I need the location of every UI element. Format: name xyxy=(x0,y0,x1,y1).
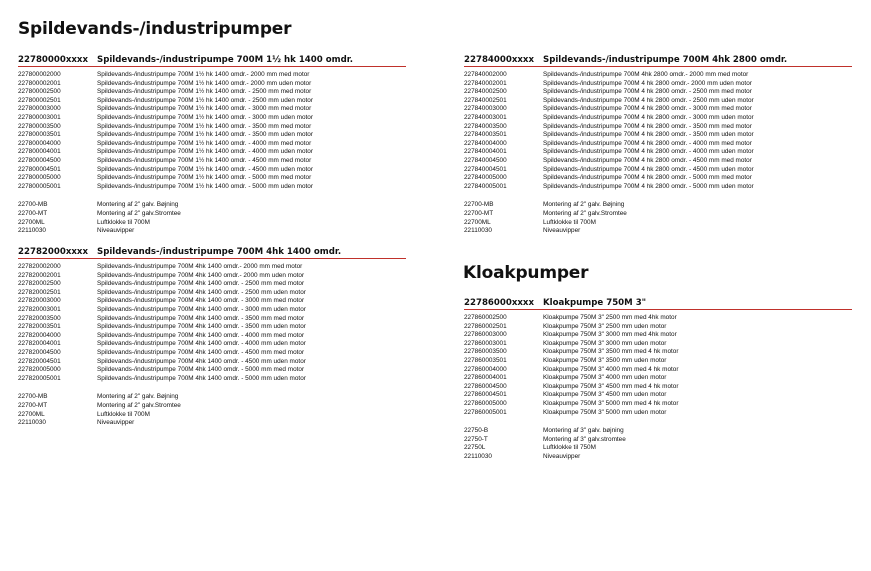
product-row xyxy=(18,114,406,123)
product-row xyxy=(464,357,852,366)
item-description: Niveauvipper xyxy=(97,227,135,235)
item-description: Spildevands-/industripumpe 700M 4hk 1400 omdr. - 3000 mm uden motor xyxy=(97,305,306,313)
item-number: 227840004000 xyxy=(464,139,507,147)
item-number: 227800002501 xyxy=(18,96,61,104)
product-row xyxy=(464,97,852,106)
product-row xyxy=(464,80,852,89)
item-number: 227820003000 xyxy=(18,297,61,305)
product-row xyxy=(18,332,406,341)
item-description: Kloakpumpe 750M 3" 5000 mm med 4 hk motor xyxy=(543,399,679,407)
item-description: Spildevands-/industripumpe 700M 4hk 1400 omdr. - 4000 mm med motor xyxy=(97,331,305,339)
product-row xyxy=(464,323,852,332)
section-code: 22786000xxxx xyxy=(464,298,535,308)
product-row xyxy=(464,71,852,80)
item-number: 22110030 xyxy=(18,227,46,235)
product-row xyxy=(464,331,852,340)
item-description: Montering af 2" galv. Bøjning xyxy=(97,201,179,209)
item-description: Spildevands-/industripumpe 700M 1½ hk 1400 omdr. - 2500 mm uden motor xyxy=(97,96,313,104)
item-description: Kloakpumpe 750M 3" 4000 mm uden motor xyxy=(543,374,667,382)
item-description: Spildevands-/industripumpe 700M 4hk 1400 omdr. - 5000 mm med motor xyxy=(97,366,305,374)
item-description: Spildevands-/industripumpe 700M 1½ hk 1400 omdr. - 5000 mm uden motor xyxy=(97,182,313,190)
item-description: Spildevands-/industripumpe 700M 4hk 1400 omdr. - 3500 mm med motor xyxy=(97,314,305,322)
product-row xyxy=(18,306,406,315)
item-description: Spildevands-/industripumpe 700M 4 hk 2800 omdr. - 4000 mm med motor xyxy=(543,139,752,147)
product-row xyxy=(464,366,852,375)
item-number: 227820005000 xyxy=(18,366,61,374)
product-row xyxy=(18,80,406,89)
item-description: Spildevands-/industripumpe 700M 4 hk 2800 omdr. - 3000 mm med motor xyxy=(543,105,752,113)
product-row xyxy=(464,123,852,132)
item-number: 227800004500 xyxy=(18,156,61,164)
item-number: 22700-MT xyxy=(464,209,494,217)
item-number: 227860003501 xyxy=(464,356,507,364)
item-description: Montering af 2" galv. Bøjning xyxy=(97,393,179,401)
item-number: 22700-MT xyxy=(18,209,48,217)
item-number: 227800003500 xyxy=(18,122,61,130)
item-description: Spildevands-/industripumpe 700M 4hk 1400 omdr. - 3000 mm med motor xyxy=(97,297,305,305)
item-number: 227820004500 xyxy=(18,348,61,356)
item-number: 227860002501 xyxy=(464,322,507,330)
item-description: Spildevands-/industripumpe 700M 1½ hk 1400 omdr. - 4500 mm uden motor xyxy=(97,165,313,173)
accessory-row xyxy=(18,201,406,210)
item-description: Kloakpumpe 750M 3" 4500 mm uden motor xyxy=(543,391,667,399)
item-number: 22750-B xyxy=(464,427,489,435)
accessory-row xyxy=(18,219,406,228)
product-row xyxy=(18,358,406,367)
item-description: Montering af 2" galv.Stromtee xyxy=(97,209,181,217)
product-row xyxy=(18,375,406,384)
item-number: 227800002000 xyxy=(18,71,61,78)
item-number: 227800002500 xyxy=(18,88,61,96)
item-description: Montering af 2" galv. Bøjning xyxy=(543,201,625,209)
product-row xyxy=(18,340,406,349)
item-description: Kloakpumpe 750M 3" 2500 mm uden motor xyxy=(543,322,667,330)
product-row xyxy=(18,105,406,114)
item-description: Spildevands-/industripumpe 700M 4 hk 2800 omdr. - 4500 mm med motor xyxy=(543,156,752,164)
section-header xyxy=(18,244,406,259)
section-22784000 xyxy=(464,52,852,236)
product-row xyxy=(18,323,406,332)
item-number: 22700-MT xyxy=(18,401,48,409)
item-description: Niveauvipper xyxy=(97,419,135,427)
item-number: 227820003500 xyxy=(18,314,61,322)
product-row xyxy=(18,366,406,375)
accessory-row xyxy=(18,402,406,411)
product-row xyxy=(18,349,406,358)
product-row xyxy=(464,409,852,418)
item-description: Spildevands-/industripumpe 700M 1½ hk 1400 omdr.- 2000 mm uden motor xyxy=(97,79,312,87)
item-description: Spildevands-/industripumpe 700M 4 hk 2800 omdr. - 3500 mm uden motor xyxy=(543,131,754,139)
accessory-row xyxy=(464,444,852,453)
item-description: Kloakpumpe 750M 3" 4000 mm med 4 hk motor xyxy=(543,365,679,373)
item-number: 227820002001 xyxy=(18,271,61,279)
product-row xyxy=(464,88,852,97)
accessory-row xyxy=(18,411,406,420)
item-number: 227860002500 xyxy=(464,314,507,321)
accessory-row xyxy=(18,393,406,402)
item-number: 227840003001 xyxy=(464,113,507,121)
product-row xyxy=(18,263,406,272)
section-22780000 xyxy=(18,52,406,236)
accessory-row xyxy=(18,227,406,236)
item-number: 227840005001 xyxy=(464,182,507,190)
item-number: 227840003501 xyxy=(464,131,507,139)
product-row xyxy=(18,71,406,80)
product-row xyxy=(464,148,852,157)
item-description: Spildevands-/industripumpe 700M 4hk 1400 omdr.- 2000 mm med motor xyxy=(97,263,303,270)
section-header xyxy=(18,52,406,67)
item-number: 227860004001 xyxy=(464,374,507,382)
item-number: 227820002500 xyxy=(18,280,61,288)
item-number: 227800003001 xyxy=(18,113,61,121)
product-row xyxy=(464,157,852,166)
product-row xyxy=(18,289,406,298)
product-row xyxy=(464,166,852,175)
product-row xyxy=(464,348,852,357)
spacer xyxy=(18,191,406,201)
item-description: Spildevands-/industripumpe 700M 1½ hk 1400 omdr. - 3000 mm med motor xyxy=(97,105,312,113)
product-row xyxy=(464,174,852,183)
item-number: 227820003001 xyxy=(18,305,61,313)
item-number: 227820005001 xyxy=(18,374,61,382)
section-22782000 xyxy=(18,244,406,428)
item-description: Kloakpumpe 750M 3" 5000 mm uden motor xyxy=(543,408,667,416)
product-row xyxy=(464,131,852,140)
item-description: Spildevands-/industripumpe 700M 1½ hk 1400 omdr. - 5000 mm med motor xyxy=(97,174,312,182)
item-description: Kloakpumpe 750M 3" 3500 mm med 4 hk motor xyxy=(543,348,679,356)
product-row xyxy=(18,166,406,175)
item-description: Spildevands-/industripumpe 700M 1½ hk 1400 omdr. - 2500 mm med motor xyxy=(97,88,312,96)
item-number: 227840002001 xyxy=(464,79,507,87)
accessory-row xyxy=(464,427,852,436)
spacer xyxy=(18,383,406,393)
item-description: Spildevands-/industripumpe 700M 1½ hk 1400 omdr. - 3500 mm med motor xyxy=(97,122,312,130)
item-description: Spildevands-/industripumpe 700M 1½ hk 1400 omdr. - 4000 mm med motor xyxy=(97,139,312,147)
section-header xyxy=(464,295,852,310)
item-number: 227820002000 xyxy=(18,263,61,270)
kloakpumper-title: Kloakpumper xyxy=(463,263,589,283)
item-description: Spildevands-/industripumpe 700M 1½ hk 1400 omdr. - 4000 mm uden motor xyxy=(97,148,313,156)
section-code: 22782000xxxx xyxy=(18,247,89,257)
product-row xyxy=(464,340,852,349)
accessory-row xyxy=(464,201,852,210)
product-row xyxy=(464,400,852,409)
item-description: Niveauvipper xyxy=(543,227,581,235)
accessory-row xyxy=(464,219,852,228)
item-number: 227860005000 xyxy=(464,399,507,407)
section-title: Kloakpumpe 750M 3" xyxy=(543,298,647,308)
product-list xyxy=(464,71,852,236)
item-description: Spildevands-/industripumpe 700M 4 hk 2800 omdr. - 3500 mm med motor xyxy=(543,122,752,130)
item-number: 227800004000 xyxy=(18,139,61,147)
accessory-row xyxy=(464,227,852,236)
product-row xyxy=(18,174,406,183)
product-row xyxy=(464,383,852,392)
item-number: 227840003000 xyxy=(464,105,507,113)
item-description: Spildevands-/industripumpe 700M 1½ hk 1400 omdr.- 2000 mm med motor xyxy=(97,71,310,78)
item-number: 227860003000 xyxy=(464,331,507,339)
product-row xyxy=(464,314,852,323)
item-description: Luftklokke til 750M xyxy=(543,444,596,452)
product-row xyxy=(18,272,406,281)
item-number: 22700ML xyxy=(18,410,45,418)
item-number: 22750-T xyxy=(464,435,488,443)
item-description: Montering af 3" galv. bøjning xyxy=(543,427,624,435)
item-number: 22700-MB xyxy=(464,201,494,209)
item-description: Spildevands-/industripumpe 700M 4hk 1400 omdr. - 5000 mm uden motor xyxy=(97,374,306,382)
item-number: 227840004500 xyxy=(464,156,507,164)
product-row xyxy=(464,391,852,400)
item-number: 22110030 xyxy=(464,227,492,235)
product-row xyxy=(464,140,852,149)
item-number: 227800003000 xyxy=(18,105,61,113)
item-number: 227800004501 xyxy=(18,165,61,173)
item-description: Spildevands-/industripumpe 700M 4hk 1400 omdr. - 2500 mm uden motor xyxy=(97,288,306,296)
accessory-row xyxy=(464,210,852,219)
item-number: 22700ML xyxy=(18,218,45,226)
item-number: 227860004501 xyxy=(464,391,507,399)
product-row xyxy=(464,183,852,192)
item-number: 227840002501 xyxy=(464,96,507,104)
item-description: Spildevands-/industripumpe 700M 4 hk 2800 omdr. - 5000 mm uden motor xyxy=(543,182,754,190)
item-description: Luftklokke til 700M xyxy=(97,410,150,418)
item-number: 227840004501 xyxy=(464,165,507,173)
product-row xyxy=(18,280,406,289)
item-description: Spildevands-/industripumpe 700M 4hk 2800 omdr.- 2000 mm med motor xyxy=(543,71,749,78)
section-title: Spildevands-/industripumpe 700M 4hk 2800 omdr. xyxy=(543,55,788,65)
item-number: 227840002500 xyxy=(464,88,507,96)
item-number: 227860005001 xyxy=(464,408,507,416)
spacer xyxy=(464,191,852,201)
item-number: 227820003501 xyxy=(18,323,61,331)
item-number: 22110030 xyxy=(18,419,46,427)
item-number: 227820004000 xyxy=(18,331,61,339)
item-number: 227860004000 xyxy=(464,365,507,373)
item-number: 22750L xyxy=(464,444,486,452)
product-list xyxy=(464,314,852,462)
product-row xyxy=(18,183,406,192)
item-number: 227820004501 xyxy=(18,357,61,365)
item-description: Kloakpumpe 750M 3" 2500 mm med 4hk motor xyxy=(543,314,677,321)
product-list xyxy=(18,263,406,428)
item-description: Kloakpumpe 750M 3" 3000 mm uden motor xyxy=(543,339,667,347)
item-number: 227840002000 xyxy=(464,71,507,78)
item-number: 227800005000 xyxy=(18,174,61,182)
item-description: Kloakpumpe 750M 3" 3000 mm med 4hk motor xyxy=(543,331,677,339)
product-row xyxy=(18,148,406,157)
item-number: 22700ML xyxy=(464,218,491,226)
item-number: 227860004500 xyxy=(464,382,507,390)
product-row xyxy=(18,157,406,166)
product-row xyxy=(18,131,406,140)
item-number: 227800005001 xyxy=(18,182,61,190)
item-description: Spildevands-/industripumpe 700M 4 hk 2800 omdr. - 4500 mm uden motor xyxy=(543,165,754,173)
page-title: Spildevands-/industripumper xyxy=(18,19,292,39)
item-description: Spildevands-/industripumpe 700M 4 hk 2800 omdr. - 4000 mm uden motor xyxy=(543,148,754,156)
item-description: Spildevands-/industripumpe 700M 1½ hk 1400 omdr. - 3000 mm uden motor xyxy=(97,113,313,121)
product-row xyxy=(18,123,406,132)
item-description: Spildevands-/industripumpe 700M 4hk 1400 omdr. - 4500 mm med motor xyxy=(97,348,305,356)
item-number: 227820002501 xyxy=(18,288,61,296)
item-description: Spildevands-/industripumpe 700M 4 hk 2800 omdr. - 2500 mm med motor xyxy=(543,88,752,96)
item-description: Spildevands-/industripumpe 700M 4 hk 2800 omdr. - 5000 mm med motor xyxy=(543,174,752,182)
item-description: Spildevands-/industripumpe 700M 4hk 1400 omdr. - 3500 mm uden motor xyxy=(97,323,306,331)
section-title: Spildevands-/industripumpe 700M 4hk 1400 omdr. xyxy=(97,247,342,257)
item-description: Spildevands-/industripumpe 700M 4 hk 2800 omdr. - 3000 mm uden motor xyxy=(543,113,754,121)
item-number: 227820004001 xyxy=(18,340,61,348)
item-description: Spildevands-/industripumpe 700M 1½ hk 1400 omdr. - 4500 mm med motor xyxy=(97,156,312,164)
item-number: 227800002001 xyxy=(18,79,61,87)
item-description: Spildevands-/industripumpe 700M 1½ hk 1400 omdr. - 3500 mm uden motor xyxy=(97,131,313,139)
item-description: Luftklokke til 700M xyxy=(97,218,150,226)
item-description: Niveauvipper xyxy=(543,452,581,460)
product-row xyxy=(464,374,852,383)
item-description: Montering af 2" galv.Stromtee xyxy=(97,401,181,409)
item-description: Montering af 2" galv.Stromtee xyxy=(543,209,627,217)
item-number: 227840004001 xyxy=(464,148,507,156)
item-description: Luftklokke til 700M xyxy=(543,218,596,226)
item-number: 22700-MB xyxy=(18,201,48,209)
accessory-row xyxy=(464,436,852,445)
accessory-row xyxy=(18,210,406,219)
product-row xyxy=(18,315,406,324)
item-description: Spildevands-/industripumpe 700M 4hk 1400 omdr. - 4000 mm uden motor xyxy=(97,340,306,348)
product-row xyxy=(18,88,406,97)
item-description: Spildevands-/industripumpe 700M 4hk 1400 omdr. - 4500 mm uden motor xyxy=(97,357,306,365)
section-header xyxy=(464,52,852,67)
product-row xyxy=(464,105,852,114)
accessory-row xyxy=(464,453,852,462)
item-number: 227840005000 xyxy=(464,174,507,182)
item-number: 227840003500 xyxy=(464,122,507,130)
item-description: Spildevands-/industripumpe 700M 4 hk 2800 omdr. - 2500 mm uden motor xyxy=(543,96,754,104)
section-code: 22784000xxxx xyxy=(464,55,535,65)
item-description: Spildevands-/industripumpe 700M 4hk 1400 omdr.- 2000 mm uden motor xyxy=(97,271,305,279)
product-list xyxy=(18,71,406,236)
product-row xyxy=(18,297,406,306)
accessory-row xyxy=(18,419,406,428)
section-22786000 xyxy=(464,295,852,462)
spacer xyxy=(464,417,852,427)
product-row xyxy=(464,114,852,123)
item-description: Montering af 3" galv.stromtee xyxy=(543,435,626,443)
item-number: 227860003500 xyxy=(464,348,507,356)
section-title: Spildevands-/industripumpe 700M 1½ hk 1400 omdr. xyxy=(97,55,354,65)
item-number: 227860003001 xyxy=(464,339,507,347)
item-description: Kloakpumpe 750M 3" 4500 mm med 4 hk motor xyxy=(543,382,679,390)
item-description: Spildevands-/industripumpe 700M 4 hk 2800 omdr.- 2000 mm uden motor xyxy=(543,79,752,87)
item-number: 227800004001 xyxy=(18,148,61,156)
item-description: Spildevands-/industripumpe 700M 4hk 1400 omdr. - 2500 mm med motor xyxy=(97,280,305,288)
section-code: 22780000xxxx xyxy=(18,55,89,65)
item-number: 227800003501 xyxy=(18,131,61,139)
item-description: Kloakpumpe 750M 3" 3500 mm uden motor xyxy=(543,356,667,364)
item-number: 22700-MB xyxy=(18,393,48,401)
item-number: 22110030 xyxy=(464,452,492,460)
